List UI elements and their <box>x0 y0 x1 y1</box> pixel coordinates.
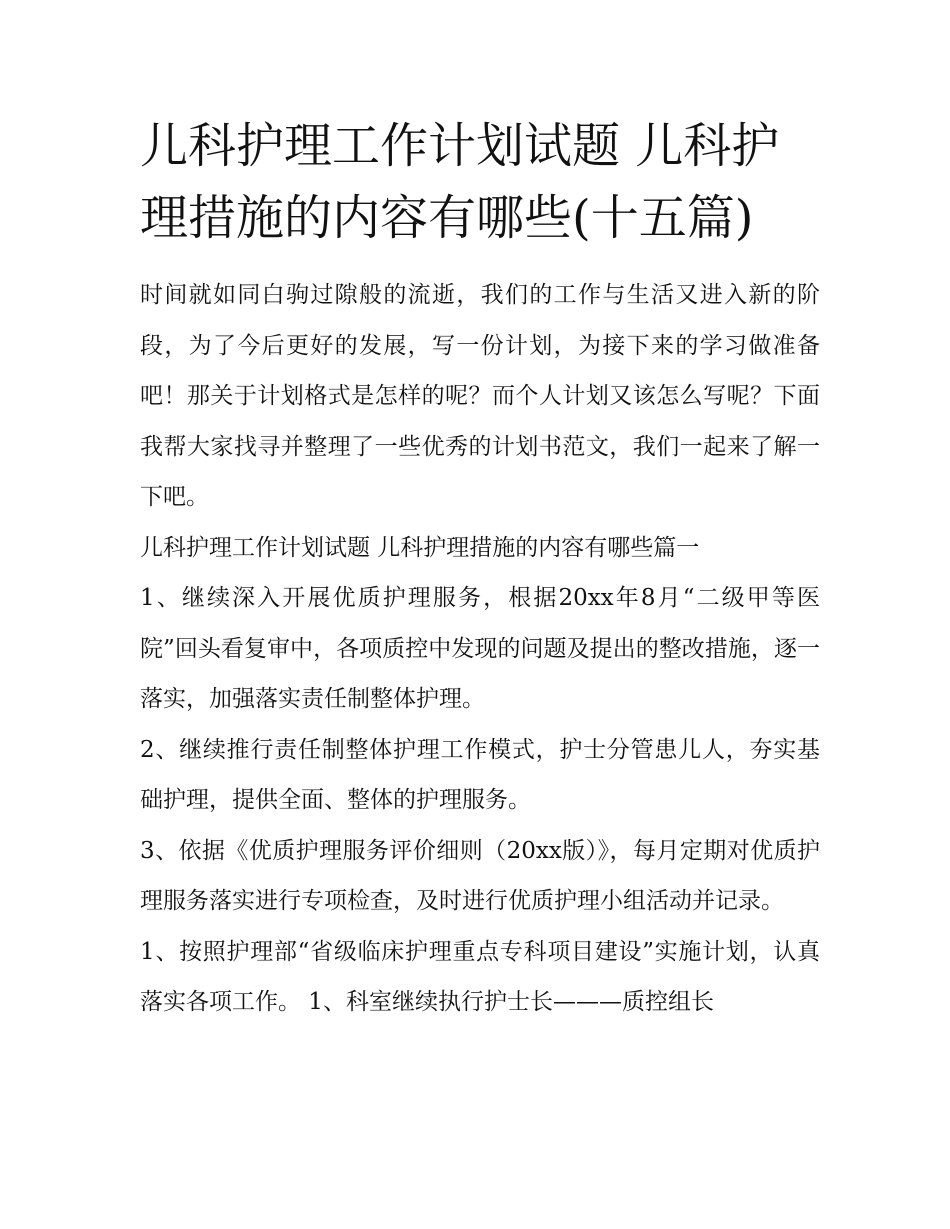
document-title: 儿科护理工作计划试题 儿科护理措施的内容有哪些(十五篇) <box>140 118 780 246</box>
item-paragraph-1: 1、继续深入开展优质护理服务，根据20xx年8月“二级甲等医院”回头看复审中，各项质控中发现的问题及提出的整改措施，逐一落实，加强落实责任制整体护理。 <box>140 585 820 712</box>
document-page <box>140 110 820 1028</box>
intro-paragraph: 时间就如同白驹过隙般的流逝，我们的工作与生活又进入新的阶段，为了今后更好的发展，写一份计划，为接下来的学习做准备吧！那关于计划格式是怎样的呢？而个人计划又该怎么写呢？下面我帮大家找寻并整理了一些优秀的计划书范文，我们一起来了解一下吧。 <box>140 282 820 510</box>
section-heading: 儿科护理工作计划试题 儿科护理措施的内容有哪些篇一 <box>140 534 700 561</box>
item-paragraph-2: 2、继续推行责任制整体护理工作模式，护士分管患儿人，夯实基础护理，提供全面、整体的护理服务。 <box>140 736 820 813</box>
item-paragraph-3: 3、依据《优质护理服务评价细则（20xx版）》，每月定期对优质护理服务落实进行专项检查，及时进行优质护理小组活动并记录。 <box>140 837 820 914</box>
item-paragraph-4: 1、按照护理部“省级临床护理重点专科项目建设”实施计划，认真落实各项工作。 1、科室继续执行护士长———质控组长 <box>140 938 820 1015</box>
